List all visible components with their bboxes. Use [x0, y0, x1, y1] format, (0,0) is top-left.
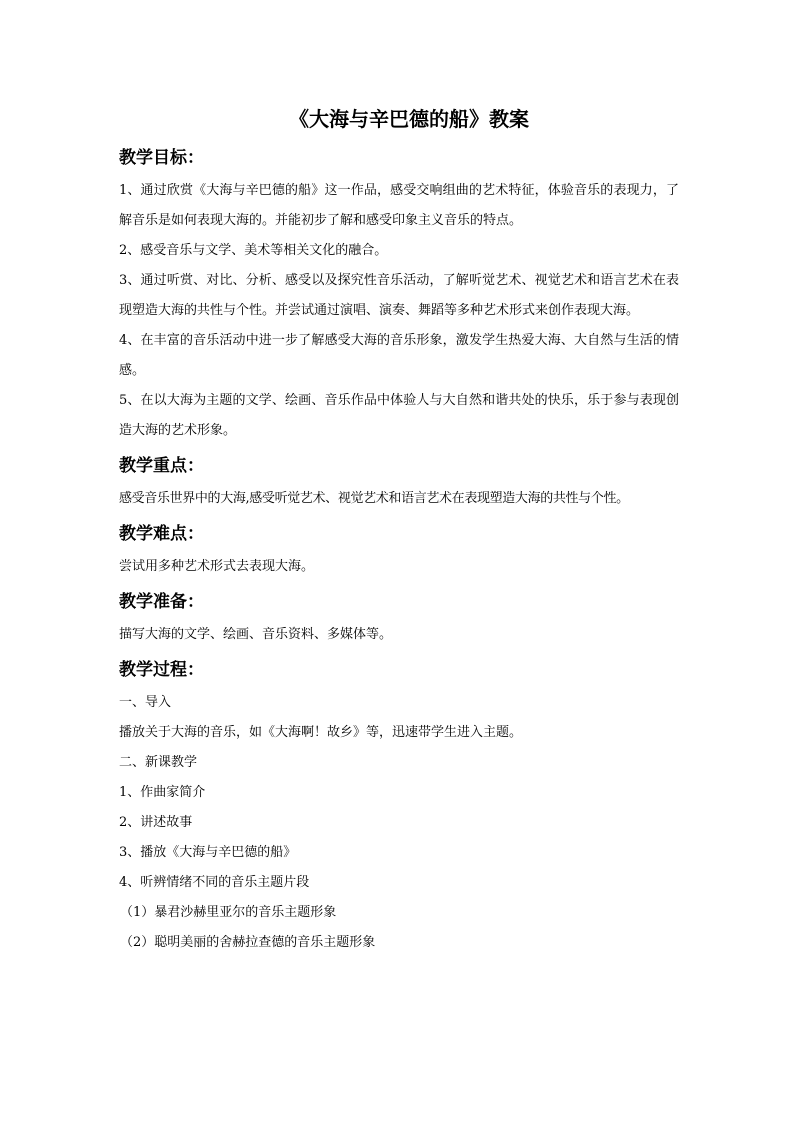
process-line-play: 3、播放《大海与辛巴德的船》 [119, 845, 297, 860]
objective-item-3: 3、通过听赏、对比、分析、感受以及探究性音乐活动，了解听觉艺术、视觉艺术和语言艺术在表现塑造大海的共性与个性。并尝试通过演唱、演奏、舞蹈等多种艺术形式来创作表现大海。 [119, 273, 679, 318]
objective-item-1: 1、通过欣赏《大海与辛巴德的船》这一作品，感受交响组曲的艺术特征，体验音乐的表现力，了解音乐是如何表现大海的。并能初步了解和感受印象主义音乐的特点。 [119, 183, 679, 228]
document-page [119, 98, 679, 958]
process-line-composer: 1、作曲家简介 [119, 785, 206, 800]
heading-preparation: 教学准备： [119, 592, 204, 612]
process-line-intro-detail: 播放关于大海的音乐，如《大海啊！故乡》等，迅速带学生进入主题。 [119, 725, 523, 740]
document-title: 《大海与辛巴德的船》教案 [289, 107, 529, 131]
heading-difficulties: 教学难点： [119, 524, 204, 544]
difficulties-text: 尝试用多种艺术形式去表现大海。 [119, 559, 315, 574]
process-line-listen: 4、听辨情绪不同的音乐主题片段 [119, 875, 310, 890]
process-line-theme-2: （2）聪明美丽的舍赫拉查德的音乐主题形象 [120, 935, 376, 950]
process-line-theme-1: （1）暴君沙赫里亚尔的音乐主题形象 [120, 905, 337, 920]
objective-item-5: 5、在以大海为主题的文学、绘画、音乐作品中体验人与大自然和谐共处的快乐，乐于参与表现创造大海的艺术形象。 [119, 393, 679, 438]
objective-item-2: 2、感受音乐与文学、美术等相关文化的融合。 [119, 243, 388, 258]
heading-key-points: 教学重点： [119, 456, 204, 476]
objective-item-4: 4、在丰富的音乐活动中进一步了解感受大海的音乐形象，激发学生热爱大海、大自然与生活的情感。 [119, 333, 679, 378]
process-line-new-lesson: 二、新课教学 [119, 755, 198, 770]
preparation-text: 描写大海的文学、绘画、音乐资料、多媒体等。 [119, 627, 393, 642]
heading-objectives: 教学目标： [119, 148, 204, 168]
key-points-text: 感受音乐世界中的大海,感受听觉艺术、视觉艺术和语言艺术在表现塑造大海的共性与个性。 [119, 491, 629, 506]
heading-process: 教学过程： [119, 660, 204, 680]
process-line-story: 2、讲述故事 [119, 815, 193, 830]
process-line-intro: 一、导入 [119, 695, 172, 710]
